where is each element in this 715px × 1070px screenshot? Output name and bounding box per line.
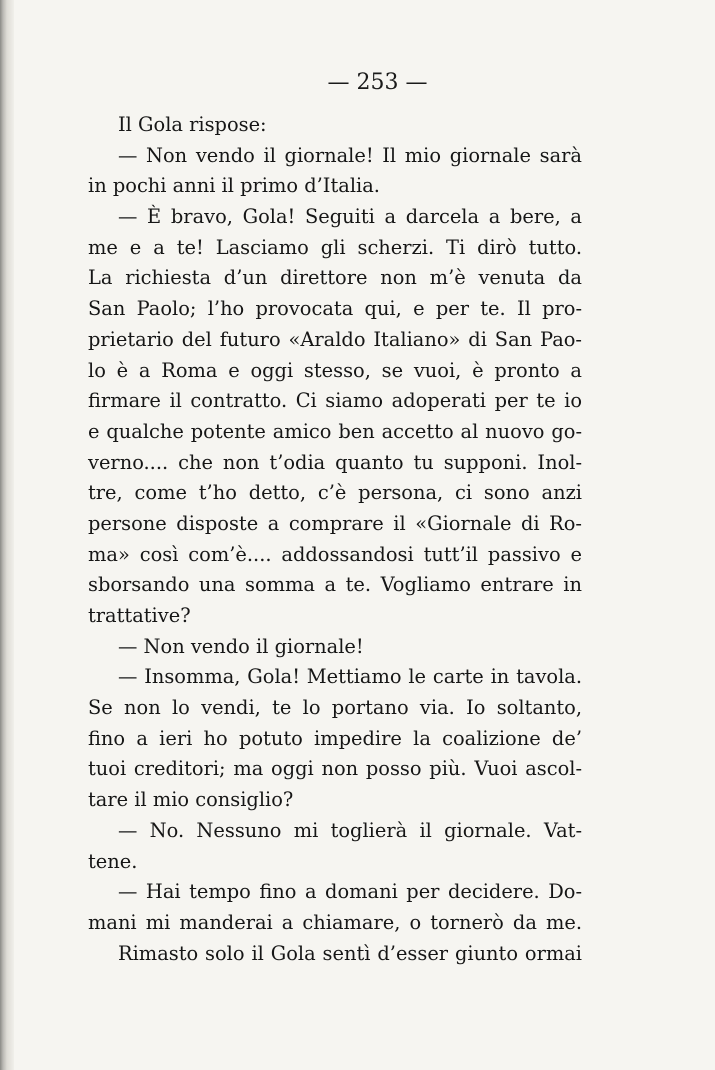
body-text (88, 110, 582, 969)
text-line: ma» così com’è.... addossandosi tutt’il passivo e (88, 542, 582, 566)
text-line: prietario del futuro «Araldo Italiano» di San Pao- (88, 327, 582, 351)
text-line: — Non vendo il giornale! Il mio giornale sarà (118, 143, 582, 167)
text-line: — Non vendo il giornale! (118, 634, 364, 658)
text-line: — Hai tempo fino a domani per decidere. Do- (118, 880, 582, 904)
text-line: — Insomma, Gola! Mettiamo le carte in tavola. (118, 665, 582, 689)
text-line: — No. Nessuno mi toglierà il giornale. Vat- (118, 818, 582, 842)
text-line: — È bravo, Gola! Seguiti a darcela a bere, a (118, 205, 582, 229)
text-line: tare il mio consiglio? (88, 788, 294, 812)
text-line: La richiesta d’un direttore non m’è venuta da (88, 266, 582, 290)
text-line: persone disposte a comprare il «Giornale di Ro- (88, 511, 582, 535)
text-line: Se non lo vendi, te lo portano via. Io soltanto, (88, 696, 582, 720)
text-line: trattative? (88, 604, 191, 627)
text-line: fino a ieri ho potuto impedire la coalizione de’ (88, 726, 582, 750)
text-line: sborsando una somma a te. Vogliamo entrare in (88, 573, 582, 597)
text-line: Il Gola rispose: (118, 113, 267, 136)
text-line: verno.... che non t’odia quanto tu supponi. Inol- (88, 450, 582, 474)
text-line: in pochi anni il primo d’Italia. (88, 174, 380, 198)
text-line: Rimasto solo il Gola sentì d’esser giunto ormai (118, 941, 582, 965)
page-number: — 253 — (327, 70, 428, 95)
text-line: San Paolo; l’ho provocata qui, e per te. Il pro- (88, 297, 582, 321)
text-line: tene. (88, 849, 138, 873)
text-line: tuoi creditori; ma oggi non posso più. Vuoi ascol- (88, 757, 582, 781)
text-line: firmare il contratto. Ci siamo adoperati per te io (88, 389, 582, 413)
page-binding-edge (0, 0, 14, 1070)
text-line: lo è a Roma e oggi stesso, se vuoi, è pronto a (88, 358, 582, 382)
text-line: tre, come t’ho detto, c’è persona, ci sono anzi (88, 481, 582, 505)
text-line: e qualche potente amico ben accetto al nuovo go- (88, 419, 582, 443)
text-line: me e a te! Lasciamo gli scherzi. Ti dirò tutto. (88, 235, 582, 259)
text-line: mani mi manderai a chiamare, o tornerò da me. (88, 910, 582, 934)
